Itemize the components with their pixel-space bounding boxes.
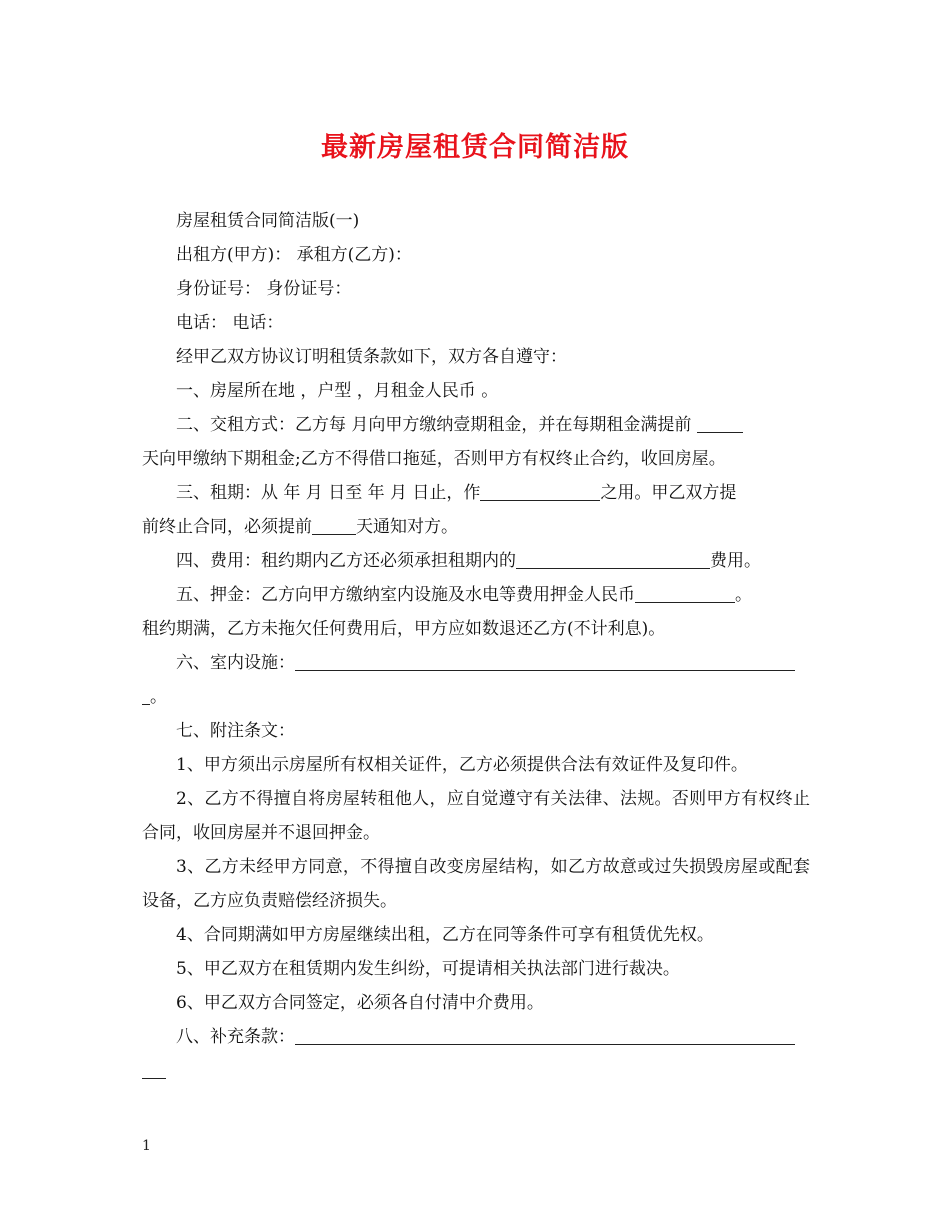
clause-3-continued: [142, 510, 810, 544]
clause-5-text-b: 。: [735, 585, 752, 605]
clause-3-text-a: 三、租期：从 年 月 日至 年 月 日止，作: [176, 483, 481, 503]
clause-2-payment: [142, 408, 810, 442]
clause-5-continued: 租约期满，乙方未拖欠任何费用后，甲方应如数退还乙方(不计利息)。: [142, 619, 666, 639]
note-4: 4、合同期满如甲方房屋继续出租，乙方在同等条件可享有租赁优先权。: [176, 925, 714, 945]
clause-5-deposit: [142, 578, 810, 612]
clause-3-term: [142, 476, 810, 510]
clause-2-continued: 天向甲缴纳下期租金;乙方不得借口拖延，否则甲方有权终止合约，收回房屋。: [142, 449, 726, 469]
clause-6-blank-facilities: [295, 653, 795, 671]
clause-1-location: 一、房屋所在地 ，户型 ，月租金人民币 。: [176, 381, 499, 401]
phone-line: 电话： 电话：: [176, 313, 284, 333]
clause-8-continued: [142, 1054, 810, 1088]
clause-2-text-a: 二、交租方式：乙方每 月向甲方缴纳壹期租金，并在每期租金满提前: [176, 415, 697, 435]
clause-6-blank-tail: [142, 687, 150, 705]
clause-3-text-b: 之用。甲乙双方提: [600, 483, 737, 503]
clause-5-blank-amount: [635, 585, 735, 603]
contract-subtitle: 房屋租赁合同简洁版(一): [176, 211, 360, 231]
id-number-line: 身份证号： 身份证号：: [176, 279, 352, 299]
clause-6-facilities: [142, 646, 810, 680]
parties-line: 出租方(甲方)： 承租方(乙方)：: [176, 245, 412, 265]
note-5: 5、甲乙双方在租赁期内发生纠纷，可提请相关执法部门进行裁决。: [176, 959, 680, 979]
clause-4-text-b: 费用。: [710, 551, 761, 571]
clause-4-blank-fees: [516, 551, 710, 569]
clause-5-text-a: 五、押金：乙方向甲方缴纳室内设施及水电等费用押金人民币: [176, 585, 635, 605]
clause-3-blank-notice-days: [312, 517, 356, 535]
clause-4-fees: [142, 544, 810, 578]
clause-2-blank-days: [697, 415, 743, 433]
document-title: 最新房屋租赁合同简洁版: [321, 132, 629, 163]
note-6: 6、甲乙双方合同签定，必须各自付清中介费用。: [176, 993, 544, 1013]
clause-7-notes-heading: 七、附注条文：: [176, 721, 295, 741]
note-2: 2、乙方不得擅自将房屋转租他人，应自觉遵守有关法律、法规。否则甲方有权终止合同，收回房屋并不退回押金。: [142, 789, 810, 843]
note-3: 3、乙方未经甲方同意，不得擅自改变房屋结构，如乙方故意或过失损毁房屋或配套设备，乙方应负责赔偿经济损失。: [142, 857, 810, 911]
clause-6-text-a: 六、室内设施：: [176, 653, 295, 673]
intro-line: 经甲乙双方协议订明租赁条款如下，双方各自遵守：: [176, 347, 567, 367]
clause-8-text: 八、补充条款：: [176, 1027, 295, 1047]
clause-3-text-d: 天通知对方。: [356, 517, 458, 537]
clause-4-text-a: 四、费用：租约期内乙方还必须承担租期内的: [176, 551, 516, 571]
clause-8-blank-tail: [142, 1061, 166, 1079]
clause-6-text-b: 。: [150, 687, 167, 707]
document-body: [142, 204, 810, 1088]
clause-3-blank-purpose: [480, 483, 600, 501]
clause-8-blank: [295, 1027, 795, 1045]
clause-8-supplementary: [142, 1020, 810, 1054]
note-1: 1、甲方须出示房屋所有权相关证件，乙方必须提供合法有效证件及复印件。: [176, 755, 748, 775]
page-number: 1: [142, 1138, 151, 1154]
clause-6-continued: [142, 680, 810, 714]
clause-3-text-c: 前终止合同，必须提前: [142, 517, 312, 537]
